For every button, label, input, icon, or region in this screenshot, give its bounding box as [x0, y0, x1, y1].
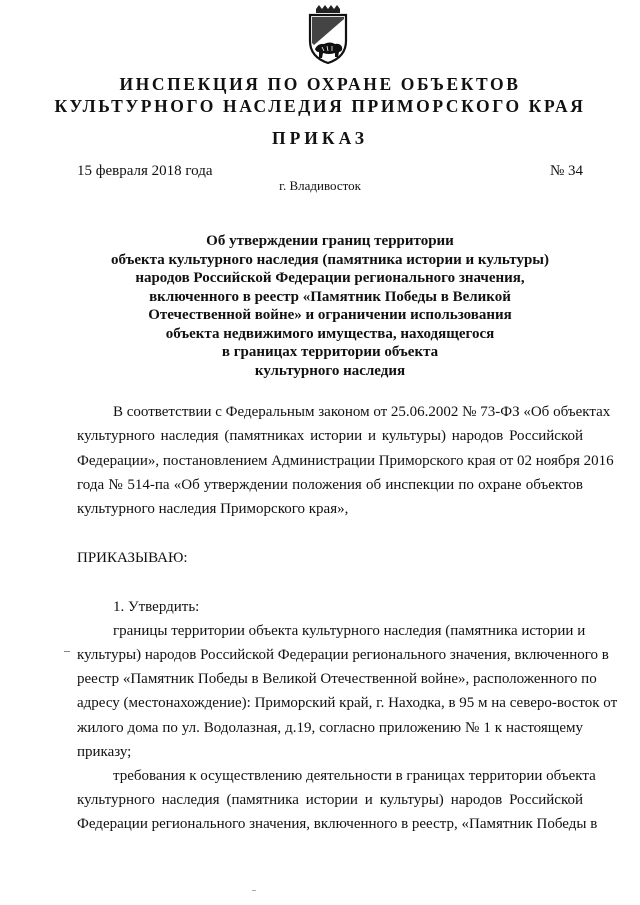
preamble-line: Федерации», постановлением Администрации Приморского края от 02 ноября 2016	[77, 453, 614, 469]
subject-line: включенного в реестр «Памятник Победы в Великой	[149, 288, 511, 305]
subject-line: народов Российской Федерации регионального значения,	[135, 270, 525, 286]
document-subject	[0, 232, 640, 380]
item1-para2-line: культурного наследия (памятника истории и культуры) народов Российской	[77, 792, 583, 808]
preamble-line: года № 514-па «Об утверждении положения об инспекции по охране объектов	[77, 477, 583, 493]
order-word: ПРИКАЗЫВАЮ:	[77, 550, 188, 566]
organization-name-line1: ИНСПЕКЦИЯ ПО ОХРАНЕ ОБЪЕКТОВ	[119, 74, 521, 94]
document-date: 15 февраля 2018 года	[77, 163, 213, 179]
document-type-title: ПРИКАЗ	[271, 128, 369, 148]
preamble-line: культурного наследия (памятниках истории и культуры) народов Российской	[77, 428, 583, 444]
subject-line: Отечественной войне» и ограничении использования	[148, 307, 512, 323]
item1-para2-line: требования к осуществлению деятельности в границах территории объекта	[113, 768, 596, 784]
item1-para1-line: культуры) народов Российской Федерации регионального значения, включенного в	[77, 647, 609, 663]
item1-para1-line: жилого дома по ул. Водолазная, д.19, согласно приложению № 1 к настоящему	[77, 720, 583, 736]
item1-para1-line: реестр «Памятник Победы в Великой Отечественной войне», расположенного по	[77, 671, 597, 687]
preamble-line: В соответствии с Федеральным законом от 25.06.2002 № 73-ФЗ «Об объектах	[113, 404, 611, 420]
subject-line: объекта недвижимого имущества, находящегося	[165, 325, 495, 342]
coat-of-arms-icon	[302, 5, 354, 65]
item1-para1-line: адресу (местонахождение): Приморский край, г. Находка, в 95 м на северо-восток от	[77, 695, 618, 711]
scan-artifact	[252, 890, 256, 891]
organization-name-line2: КУЛЬТУРНОГО НАСЛЕДИЯ ПРИМОРСКОГО КРАЯ	[54, 96, 586, 116]
item1-para1-line: границы территории объекта культурного наследия (памятника истории и	[113, 623, 586, 639]
item1-para2-line: Федерации регионального значения, включенного в реестр, «Памятник Победы в	[77, 816, 598, 832]
subject-line: объекта культурного наследия (памятника истории и культуры)	[110, 251, 549, 268]
document-number: № 34	[549, 163, 583, 179]
document-city: г. Владивосток	[279, 178, 361, 193]
scan-artifact	[64, 651, 70, 652]
preamble-line: культурного наследия Приморского края»,	[77, 501, 349, 517]
subject-line: Об утверждении границ территории	[206, 233, 454, 249]
item1-title: 1. Утвердить:	[113, 599, 200, 615]
subject-line: культурного наследия	[254, 362, 406, 379]
item1-para1-line: приказу;	[77, 744, 132, 760]
subject-line: в границах территории объекта	[221, 344, 439, 360]
